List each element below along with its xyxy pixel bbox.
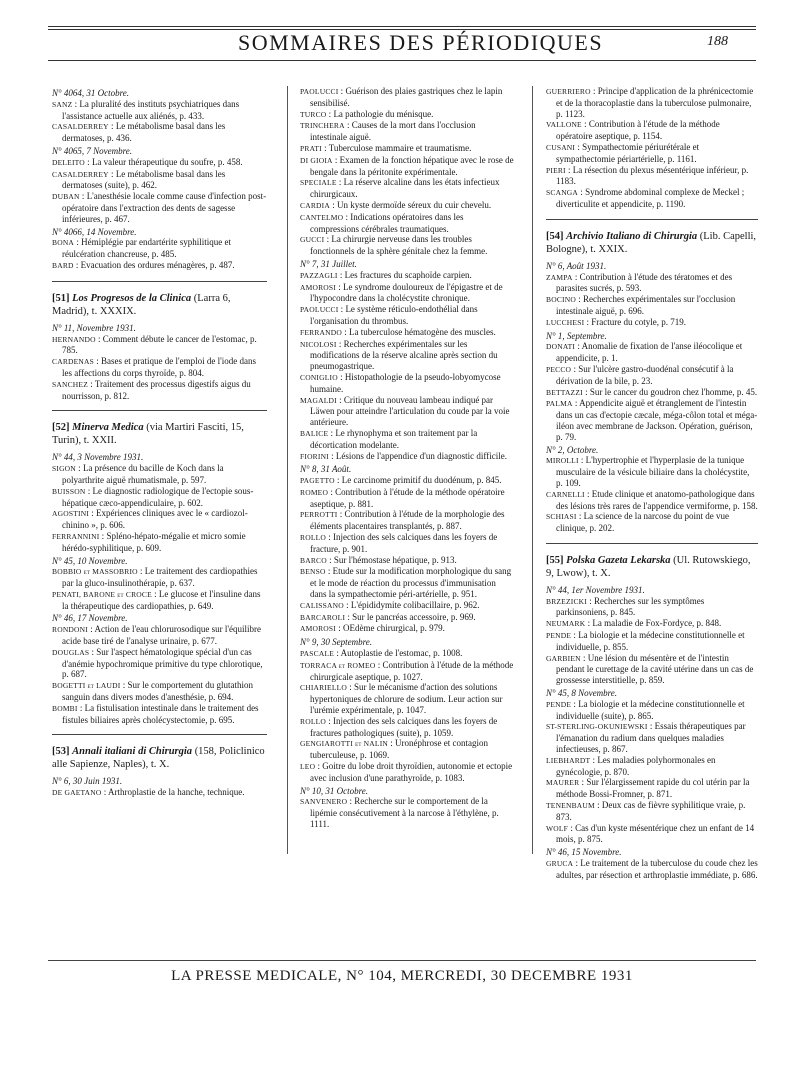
article-entry: DELEITO : La valeur thérapeutique du soufre, p. 458. <box>52 156 243 167</box>
article-title: La science de la narcose du point de vue clinique, p. 202. <box>556 511 730 534</box>
author-name: BENSO <box>300 567 326 577</box>
section-rule <box>52 281 267 282</box>
article-title: Etude clinique et anatomo-pathologique dans des lésions très rares de l'appendice vermiforme, p. 158. <box>556 488 758 511</box>
article-entry: AMOROSI : OEdème chirurgical, p. 979. <box>300 623 445 634</box>
article-title: La tuberculose hématogène des muscles. <box>349 326 496 337</box>
article-title: Sur l'élargissement rapide du col utérin par la méthode Bossi-Fromner, p. 871. <box>556 777 750 800</box>
issue-date: N° 9, 30 Septembre. <box>300 637 373 648</box>
article-entry: ZAMPA : Contribution à l'étude des tératomes et des parasites sucrés, p. 593. <box>546 271 733 294</box>
issue-date: N° 2, Octobre. <box>546 444 599 455</box>
article-title: La réserve alcaline dans les états infectieux chirurgicaux. <box>310 177 500 200</box>
article-title: L'anesthésie locale comme cause d'infection post-opératoire dans l'extraction des dents de sagesse inférieures, p. 467. <box>62 191 267 224</box>
author-name: PAGETTO <box>300 476 335 486</box>
article-title: Sur l'aspect hématologique spécial d'un cas d'anémie hypochromique primitive du type chlorotique, p. 687. <box>62 646 263 680</box>
issue-date: N° 7, 31 Juillet. <box>300 258 357 269</box>
journal-heading <box>52 421 267 447</box>
author-name: CARNELLI <box>546 489 585 499</box>
article-title: Anomalie de fixation de l'anse iléocolique et appendicite, p. 1. <box>556 341 743 364</box>
author-name: AMOROSI <box>300 282 336 292</box>
article-title: Etude sur la modification morphologique du sang et le mode de réaction du processus d'immunisation dans la sympathectomie péri-artérielle, p. 951. <box>310 566 512 600</box>
article-title: Lésions de l'appendice d'un diagnostic difficile. <box>335 450 507 461</box>
article-entry: CARDENAS : Bases et pratique de l'emploi de l'iode dans les affections du corps thyroïde, p. 804. <box>52 356 256 378</box>
author-name: TORRACA et ROMEO <box>300 660 376 670</box>
author-name: GENGIAROTTI et NALIN <box>300 739 389 749</box>
article-entry: MAGALDI : Critique du nouveau lambeau indiqué par Läwen pour atteindre l'articulation du coude par la voie antérieure. <box>300 394 510 428</box>
article-entry: BARCO : Sur l'hémostase hépatique, p. 913. <box>300 554 457 565</box>
column-2 <box>300 86 514 830</box>
author-name: PAOLUCCI <box>300 305 339 315</box>
author-name: ROLLO <box>300 533 326 543</box>
article-entry: SCANGA : Syndrome abdominal complexe de Meckel ; diverticulite et appendicite, p. 1190. <box>546 187 745 209</box>
article-entry: PECCO : Sur l'ulcère gastro-duodénal consécutif à la dérivation de la bile, p. 23. <box>546 363 734 386</box>
article-title: Causes de la mort dans l'occlusion intestinale aiguë. <box>310 120 476 143</box>
author-name: PAZZAGLI <box>300 270 338 280</box>
article-entry: MIROLLI : L'hypertrophie et l'hyperplasie de la tunique musculaire de la vésicule biliaire dans la cholécystite, p. 109. <box>546 455 750 488</box>
footer-text: LA PRESSE MEDICALE, N° 104, MERCREDI, 30 DECEMBRE 1931 <box>171 968 633 984</box>
article-title: Uronéphrose et contagion tuberculeuse, p. 1069. <box>310 738 489 761</box>
page-title: SOMMAIRES DES PÉRIODIQUES <box>238 30 604 55</box>
article-title: Contribution à l'étude de la méthode opératoire aseptique, p. 1154. <box>556 119 720 142</box>
article-title: Le traitement des cardiopathies par la gluco-insulinothérapie, p. 637. <box>62 566 258 589</box>
article-entry: NEUMARK : La maladie de Fox-Fordyce, p. 848. <box>546 618 722 629</box>
author-name: ST-STERLING-OKUNIEWSKI <box>546 722 648 732</box>
article-entry: TRINCHERA : Causes de la mort dans l'occlusion intestinale aiguë. <box>300 120 476 143</box>
journal-details: (via Martiri Fasciti, 15, Turin), t. XXII. <box>52 422 244 447</box>
article-entry: VALLONE : Contribution à l'étude de la méthode opératoire aseptique, p. 1154. <box>546 119 720 142</box>
article-entry: DI GIOIA : Examen de la fonction hépatique avec le rose de bengale dans la péritonite expérimentale. <box>300 154 514 177</box>
article-entry: NICOLOSI : Recherches expérimentales sur les modifications de la réserve alcaline après section du pneumogastrique. <box>300 338 498 372</box>
author-name: VALLONE <box>546 120 582 130</box>
page-header <box>48 26 756 66</box>
article-entry: TORRACA et ROMEO : Contribution à l'étude de la méthode chirurgicale aseptique, p. 1027. <box>300 659 514 682</box>
author-name: BARD <box>52 260 74 270</box>
author-name: AGOSTINI <box>52 509 90 519</box>
issue-date: N° 4065, 7 Novembre. <box>52 145 133 156</box>
article-entry: PAZZAGLI : Les fractures du scaphoïde carpien. <box>300 269 472 280</box>
article-title: Le glucose et l'insuline dans la thérapeutique des cardiopathies, p. 649. <box>62 588 261 611</box>
issue-date: N° 11, Novembre 1931. <box>52 322 136 333</box>
issue-date: N° 10, 31 Octobre. <box>300 785 369 796</box>
author-name: DOUGLAS <box>52 647 90 657</box>
article-title: Deux cas de fièvre syphilitique vraie, p. 873. <box>556 800 746 822</box>
article-entry: BALICE : Le rhynophyma et son traitement par la décortication modelante. <box>300 427 478 450</box>
author-name: CARDIA <box>300 200 330 210</box>
author-name: PENDE <box>546 631 572 641</box>
article-entry: GRUCA : Le traitement de la tuberculose du coude chez les adultes, par résection et arthroplastie immédiate, p. 686. <box>546 858 758 880</box>
article-entry: RONDONI : Action de l'eau chlorurosodique sur l'équilibre acide base tiré de l'analyse urinaire, p. 677. <box>52 624 261 647</box>
article-title: Examen de la fonction hépatique avec le rose de bengale dans la péritonite expérimentale. <box>310 154 514 177</box>
article-entry: WOLF : Cas d'un kyste mésentérique chez un enfant de 14 mois, p. 875. <box>546 822 755 845</box>
journal-details: (Ul. Rutowskiego, 9, Lwow), t. X. <box>546 554 751 579</box>
author-name: MAURER <box>546 778 580 788</box>
author-name: PENDE <box>546 699 572 709</box>
author-name: SANVENERO <box>300 797 348 807</box>
article-entry: LIEBHARDT : Les maladies polyhormonales en gynécologie, p. 870. <box>546 754 716 777</box>
author-name: SANCHEZ <box>52 379 88 389</box>
author-name: NICOLOSI <box>300 339 337 349</box>
journal-heading <box>52 745 267 771</box>
author-name: PECCO <box>546 364 572 374</box>
article-title: La présence du bacille de Koch dans la polyarthrite aiguë rhumatismale, p. 597. <box>62 463 224 485</box>
article-entry: CANTELMO : Indications opératoires dans les compressions cérébrales traumatiques. <box>300 211 464 234</box>
article-title: Tuberculose mammaire et traumatisme. <box>328 142 472 153</box>
article-entry: SANZ : La pluralité des instituts psychiatriques dans l'assistance actuelle aux aliénés, p. 433. <box>52 98 240 121</box>
journal-details: (Lib. Capelli, Bologne), t. XXIX. <box>546 230 757 255</box>
article-entry: GUERRIERO : Principe d'application de la phrénicectomie et de la thoracoplastie dans la tuberculose pulmonaire, p. 1123. <box>546 86 754 119</box>
article-title: Critique du nouveau lambeau indiqué par Läwen pour atteindre l'articulation du coude par la voie antérieure. <box>310 394 510 428</box>
article-title: Le rhynophyma et son traitement par la décortication modelante. <box>310 427 478 450</box>
article-title: Histopathologie de la pseudo-lobyomycose humaine. <box>310 371 501 394</box>
article-entry: BOMBI : La fistulisation intestinale dans le traitement des fistules biliaires après cholécystectomie, p. 695. <box>52 702 259 725</box>
section-rule <box>546 543 758 544</box>
article-entry: BOGETTI et LAUDI : Sur le comportement du glutathion sanguin dans divers modes d'anesthésie, p. 694. <box>52 680 253 703</box>
article-title: Le diagnostic radiologique de l'ectopie sous-hépatique cæco-appendiculaire, p. 602. <box>62 485 254 508</box>
journal-number: [54] <box>546 230 564 242</box>
journal-name: Minerva Medica <box>72 422 144 434</box>
article-entry: SIGON : La présence du bacille de Koch dans la polyarthrite aiguë rhumatismale, p. 597. <box>52 463 224 485</box>
author-name: LEO <box>300 762 316 772</box>
author-name: CANTELMO <box>300 212 344 222</box>
article-entry: PASCALE : Autoplastie de l'estomac, p. 1008. <box>300 648 463 659</box>
journal-heading <box>546 230 758 256</box>
article-title: La biologie et la médecine constitutionnelle et individuelle (suite), p. 865. <box>556 698 745 721</box>
article-title: Indications opératoires dans les compressions cérébrales traumatiques. <box>310 211 464 234</box>
issue-date: N° 44, 1er Novembre 1931. <box>546 584 645 595</box>
article-title: Le métabolisme basal dans les dermatoses (suite), p. 462. <box>62 168 226 191</box>
article-entry: PERROTTI : Contribution à l'étude de la morphologie des éléments placentaires transplantés, p. 887. <box>300 509 505 532</box>
issue-date: N° 8, 31 Août. <box>300 464 352 475</box>
author-name: HERNANDO <box>52 334 96 344</box>
author-name: CONIGLIO <box>300 372 338 382</box>
article-title: Le système réticulo-endothélial dans l'organisation du thrombus. <box>310 304 478 326</box>
article-title: La pluralité des instituts psychiatriques dans l'assistance actuelle aux aliénés, p. 433. <box>62 98 240 121</box>
article-entry: CHIARIELLO : Sur le mécanisme d'action des solutions hypertoniques de chlorure de sodium. Leur action sur l'urémie expérimentale, p. 1047. <box>300 682 503 716</box>
article-entry: ROMEO : Contribution à l'étude de la méthode opératoire aseptique, p. 881. <box>300 486 505 509</box>
article-title: Expériences cliniques avec le « cardiozol-chinino », p. 606. <box>62 508 248 531</box>
author-name: DELEITO <box>52 157 85 167</box>
article-title: La biologie et la médecine constitutionnelle et individuelle, p. 855. <box>556 630 745 652</box>
author-name: SCHIASI <box>546 512 577 522</box>
issue-date: N° 45, 8 Novembre. <box>546 688 618 699</box>
article-entry: PRATI : Tuberculose mammaire et traumatisme. <box>300 142 472 153</box>
author-name: TENENBAUM <box>546 801 595 811</box>
article-title: L'hypertrophie et l'hyperplasie de la tunique musculaire de la vésicule biliaire dans la cholécystite, p. 109. <box>556 455 750 488</box>
author-name: GRUCA <box>546 859 574 869</box>
article-entry: LEO : Goitre du lobe droit thyroïdien, autonomie et ectopie avec inclusion d'une parathyroïde, p. 1083. <box>300 761 513 783</box>
article-entry: CUSANI : Sympathectomie périurétérale et sympathectomie périartérielle, p. 1161. <box>546 141 700 164</box>
article-entry: PAOLUCCI : Le système réticulo-endothélial dans l'organisation du thrombus. <box>300 304 478 326</box>
article-title: Contribution à l'étude de la méthode chirurgicale aseptique, p. 1027. <box>310 659 514 682</box>
article-title: Recherches expérimentales sur les modifications de la réserve alcaline après section du pneumogastrique. <box>310 338 498 372</box>
author-name: LIEBHARDT <box>546 755 591 765</box>
article-title: Guérison des plaies gastriques chez le lapin sensibilisé. <box>310 86 503 108</box>
article-entry: PIERI : La résection du plexus mésentérique inférieur, p. 1183. <box>546 164 749 187</box>
author-name: BONA <box>52 238 75 248</box>
article-entry: ST-STERLING-OKUNIEWSKI : Essais thérapeutiques par l'émanation du radium dans quelques maladies infectieuses, p. 867. <box>546 721 746 755</box>
author-name: BETTAZZI <box>546 387 583 397</box>
author-name: BOGETTI et LAUDI <box>52 681 121 691</box>
article-title: Le syndrome douloureux de l'épigastre et de l'hypocondre dans la cholécystite chronique. <box>310 281 503 304</box>
journal-name: Polska Gazeta Lekarska <box>566 554 671 566</box>
article-entry: DE GAETANO : Arthroplastie de la hanche, technique. <box>52 787 245 798</box>
article-title: Sympathectomie périurétérale et sympathectomie périartérielle, p. 1161. <box>556 141 700 164</box>
article-entry: BARD : Evacuation des ordures ménagères, p. 487. <box>52 259 235 270</box>
author-name: SANZ <box>52 99 73 109</box>
author-name: FERRANDO <box>300 327 343 337</box>
article-entry: FERRANDO : La tuberculose hématogène des muscles. <box>300 326 496 337</box>
article-entry: BRZEZICKI : Recherches sur les symptômes parkinsoniens, p. 845. <box>546 595 705 618</box>
article-title: Injection des sels calciques dans les foyers de fracture, p. 901. <box>310 532 498 554</box>
journal-heading <box>546 554 758 580</box>
section-rule <box>52 410 267 411</box>
journal-name: Archivio Italiano di Chirurgia <box>566 230 698 242</box>
author-name: LUCCHESI <box>546 317 585 327</box>
article-title: Arthroplastie de la hanche, technique. <box>108 787 245 798</box>
author-name: BRZEZICKI <box>546 596 587 606</box>
issue-date: N° 45, 10 Novembre. <box>52 555 128 566</box>
author-name: SIGON <box>52 464 76 474</box>
issue-date: N° 1, Septembre. <box>546 330 607 341</box>
section-rule <box>546 219 758 220</box>
article-entry: BETTAZZI : Sur le cancer du goudron chez l'homme, p. 45. <box>546 386 758 397</box>
article-title: Action de l'eau chlorurosodique sur l'équilibre acide base tiré de l'analyse urinaire, p. 677. <box>62 624 261 647</box>
column-separator <box>532 86 533 854</box>
author-name: BALICE <box>300 428 329 438</box>
article-entry: PAGETTO : Le carcinome primitif du duodénum, p. 845. <box>300 475 502 486</box>
article-entry: PENDE : La biologie et la médecine constitutionnelle et individuelle, p. 855. <box>546 630 745 652</box>
article-title: Un kyste dermoïde séreux du cuir chevelu. <box>336 199 492 210</box>
author-name: BOBBIO et MASSOBRIO <box>52 567 138 577</box>
journal-name: Annali italiani di Chirurgia <box>72 746 193 758</box>
article-title: Recherches expérimentales sur l'occlusion intestinale aiguë, p. 696. <box>556 294 736 316</box>
article-title: Hémiplégie par endartérite syphilitique et réulcération chancreuse, p. 485. <box>62 237 232 260</box>
article-title: Le carcinome primitif du duodénum, p. 845. <box>341 475 502 486</box>
article-title: Sur le cancer du goudron chez l'homme, p. 45. <box>589 386 758 397</box>
article-title: Sur le pancréas accessoire, p. 969. <box>352 611 476 622</box>
journal-name: Los Progresos de la Clinica <box>72 292 192 304</box>
author-name: DUBAN <box>52 192 80 202</box>
author-name: SPECIALE <box>300 178 337 188</box>
article-entry: BONA : Hémiplégie par endartérite syphilitique et réulcération chancreuse, p. 485. <box>52 237 232 260</box>
article-entry: DUBAN : L'anesthésie locale comme cause d'infection post-opératoire dans l'extraction des dents de sagesse inférieures, p. 467. <box>52 191 267 224</box>
article-title: Sur le comportement du glutathion sanguin dans divers modes d'anesthésie, p. 694. <box>62 680 253 703</box>
article-title: OEdème chirurgical, p. 979. <box>343 623 445 634</box>
article-title: Cas d'un kyste mésentérique chez un enfant de 14 mois, p. 875. <box>556 822 755 845</box>
author-name: PENATI, BARONE et CROCE <box>52 589 152 599</box>
article-title: La chirurgie nerveuse dans les troubles fonctionnels de la sphère génitale chez la femme. <box>310 234 488 257</box>
author-name: SCANGA <box>546 188 579 198</box>
author-name: CHIARIELLO <box>300 683 347 693</box>
article-entry: SPECIALE : La réserve alcaline dans les états infectieux chirurgicaux. <box>300 177 500 200</box>
author-name: FERRANNINI <box>52 531 100 541</box>
article-entry: PAOLUCCI : Guérison des plaies gastriques chez le lapin sensibilisé. <box>300 86 503 108</box>
issue-date: N° 6, 30 Juin 1931. <box>52 776 123 787</box>
article-title: Recherche sur le comportement de la lipémie consécutivement à la narcose à l'éthylène, p. 1111. <box>310 796 499 829</box>
article-entry: SANVENERO : Recherche sur le comportement de la lipémie consécutivement à la narcose à l'éthylène, p. 1111. <box>300 796 499 829</box>
article-title: Goitre du lobe droit thyroïdien, autonomie et ectopie avec inclusion d'une parathyroïde, p. 1083. <box>310 761 513 783</box>
article-title: Les maladies polyhormonales en gynécologie, p. 870. <box>556 754 716 777</box>
author-name: WOLF <box>546 823 569 833</box>
article-entry: FIORINI : Lésions de l'appendice d'un diagnostic difficile. <box>300 450 507 461</box>
article-title: Les fractures du scaphoïde carpien. <box>344 269 472 280</box>
article-title: Contribution à l'étude de la méthode opératoire aseptique, p. 881. <box>310 486 505 509</box>
author-name: PERROTTI <box>300 510 338 520</box>
article-entry: CALISSANO : L'épididymite colibacillaire, p. 962. <box>300 599 480 610</box>
author-name: TRINCHERA <box>300 121 345 131</box>
author-name: PAOLUCCI <box>300 87 339 96</box>
article-title: Contribution à l'étude des tératomes et des parasites sucrés, p. 593. <box>556 271 733 294</box>
article-title: Contribution à l'étude de la morphologie des éléments placentaires transplantés, p. 887. <box>310 509 505 532</box>
author-name: DONATI <box>546 342 576 352</box>
article-entry: ROLLO : Injection des sels calciques dans les foyers de fracture, p. 901. <box>300 532 498 554</box>
issue-date: N° 4064, 31 Octobre. <box>52 88 130 98</box>
author-name: MIROLLI <box>546 456 579 466</box>
article-entry: BOCINO : Recherches expérimentales sur l'occlusion intestinale aiguë, p. 696. <box>546 294 736 316</box>
article-entry: AMOROSI : Le syndrome douloureux de l'épigastre et de l'hypocondre dans la cholécystite chronique. <box>300 281 503 304</box>
article-entry: BUISSON : Le diagnostic radiologique de l'ectopie sous-hépatique cæco-appendiculaire, p. 602. <box>52 485 254 508</box>
column-1 <box>52 86 267 799</box>
footer-rule <box>48 960 756 961</box>
article-entry: GUCCI : La chirurgie nerveuse dans les troubles fonctionnels de la sphère génitale chez la femme. <box>300 234 488 257</box>
article-entry: DONATI : Anomalie de fixation de l'anse iléocolique et appendicite, p. 1. <box>546 341 743 364</box>
article-entry: MAURER : Sur l'élargissement rapide du col utérin par la méthode Bossi-Fromner, p. 871. <box>546 777 750 800</box>
header-rule-bottom <box>48 60 756 61</box>
journal-number: [53] <box>52 746 70 758</box>
article-entry: TENENBAUM : Deux cas de fièvre syphilitique vraie, p. 873. <box>546 800 746 822</box>
author-name: MAGALDI <box>300 395 337 405</box>
article-entry: GENGIAROTTI et NALIN : Uronéphrose et contagion tuberculeuse, p. 1069. <box>300 738 489 761</box>
article-entry: BOBBIO et MASSOBRIO : Le traitement des cardiopathies par la gluco-insulinothérapie, p. 637. <box>52 566 258 589</box>
article-title: Le métabolisme basal dans les dermatoses, p. 436. <box>62 121 226 144</box>
article-title: La pathologie du ménisque. <box>333 108 434 119</box>
article-entry: CARDIA : Un kyste dermoïde séreux du cuir chevelu. <box>300 199 492 210</box>
article-title: Sur l'hémostase hépatique, p. 913. <box>333 554 457 565</box>
author-name: BUISSON <box>52 486 86 496</box>
article-entry: TURCO : La pathologie du ménisque. <box>300 108 434 119</box>
author-name: ROMEO <box>300 487 329 497</box>
author-name: GUCCI <box>300 235 325 245</box>
author-name: BOMBI <box>52 703 78 713</box>
article-entry: PENDE : La biologie et la médecine constitutionnelle et individuelle (suite), p. 865. <box>546 698 745 721</box>
article-entry: BENSO : Etude sur la modification morphologique du sang et le mode de réaction du processus d'immunisation dans la sympathectomie péri-artérielle, p. 951. <box>300 566 512 600</box>
author-name: PASCALE <box>300 649 335 659</box>
article-entry: HERNANDO : Comment débute le cancer de l'estomac, p. 785. <box>52 333 257 356</box>
author-name: PRATI <box>300 143 322 153</box>
author-name: BARCO <box>300 555 327 565</box>
author-name: CASALDERREY <box>52 122 109 132</box>
issue-date: N° 44, 3 Novembre 1931. <box>52 452 144 463</box>
journal-number: [52] <box>52 422 70 434</box>
article-title: La fistulisation intestinale dans le traitement des fistules biliaires après cholécystectomie, p. 695. <box>62 702 259 725</box>
author-name: ZAMPA <box>546 272 573 282</box>
article-entry: ROLLO : Injection des sels calciques dans les foyers de fractures pathologiques (suite), p. 1059. <box>300 715 498 738</box>
article-title: Principe d'application de la phrénicectomie et de la thoracoplastie dans la tuberculose pulmonaire, p. 1123. <box>556 86 754 119</box>
article-entry: CARNELLI : Etude clinique et anatomo-pathologique dans des lésions très rares de l'appendice vermiforme, p. 158. <box>546 488 758 511</box>
article-entry: CASALDERREY : Le métabolisme basal dans les dermatoses (suite), p. 462. <box>52 168 226 191</box>
article-title: Le traitement de la tuberculose du coude chez les adultes, par résection et arthroplastie immédiate, p. 686. <box>556 858 758 880</box>
section-rule <box>52 734 267 735</box>
article-entry: GARBIEN : Une lésion du mésentère et de l'intestin pendant le curettage de la cavité utérine dans un cas de grossesse interstitielle, p. 859. <box>546 652 754 686</box>
article-title: Une lésion du mésentère et de l'intestin pendant le curettage de la cavité utérine dans un cas de grossesse interstitielle, p. 859. <box>556 652 754 686</box>
article-title: Injection des sels calciques dans les foyers de fractures pathologiques (suite), p. 1059. <box>310 715 498 738</box>
author-name: PALMA <box>546 399 573 409</box>
article-entry: SANCHEZ : Traitement des processus digestifs aigus du nourrisson, p. 812. <box>52 378 251 401</box>
article-entry: CASALDERREY : Le métabolisme basal dans les dermatoses, p. 436. <box>52 121 226 144</box>
author-name: CUSANI <box>546 142 576 152</box>
article-entry: FERRANNINI : Spléno-hépato-mégalie et micro somie hérédo-syphilitique, p. 609. <box>52 530 246 553</box>
author-name: RONDONI <box>52 625 88 635</box>
journal-details: (Larra 6, Madrid), t. XXXIX. <box>52 292 231 317</box>
article-title: La résection du plexus mésentérique inférieur, p. 1183. <box>556 164 749 187</box>
author-name: GUERRIERO <box>546 87 591 96</box>
author-name: DI GIOIA <box>300 155 333 165</box>
issue-date: N° 4066, 14 Novembre. <box>52 226 137 237</box>
article-entry: SCHIASI : La science de la narcose du point de vue clinique, p. 202. <box>546 511 730 534</box>
journal-details: (158, Policlinico alle Sapienze, Naples), t. X. <box>52 746 265 771</box>
header-rule-top <box>48 26 756 27</box>
article-title: Traitement des processus digestifs aigus du nourrisson, p. 812. <box>62 378 251 401</box>
article-title: Syndrome abdominal complexe de Meckel ; diverticulite et appendicite, p. 1190. <box>556 187 745 209</box>
journal-number: [55] <box>546 554 564 566</box>
author-name: CASALDERREY <box>52 169 109 179</box>
column-separator <box>287 86 288 854</box>
issue-date: N° 46, 17 Novembre. <box>52 613 128 624</box>
article-title: Autoplastie de l'estomac, p. 1008. <box>340 648 463 659</box>
page-footer <box>48 960 756 1000</box>
journal-number: [51] <box>52 292 70 304</box>
author-name: NEUMARK <box>546 619 586 629</box>
article-title: Spléno-hépato-mégalie et micro somie hérédo-syphilitique, p. 609. <box>62 530 246 553</box>
author-name: FIORINI <box>300 451 329 461</box>
article-title: Sur le mécanisme d'action des solutions hypertoniques de chlorure de sodium. Leur action sur l'urémie expérimentale, p. 1047. <box>310 682 503 716</box>
article-title: Essais thérapeutiques par l'émanation du radium dans quelques maladies infectieuses, p. 867. <box>556 721 746 755</box>
article-entry: PALMA : Appendicite aiguë et étranglement de l'intestin dans un cas d'ectopie cæcale, méga-côlon total et méga-iléon avec membrane de Jackson. Opération, guérison, p. 79. <box>546 398 758 442</box>
page-number: 188 <box>707 34 728 49</box>
author-name: CARDENAS <box>52 357 95 367</box>
article-entry: PENATI, BARONE et CROCE : Le glucose et l'insuline dans la thérapeutique des cardiopathies, p. 649. <box>52 588 261 611</box>
article-entry: CONIGLIO : Histopathologie de la pseudo-lobyomycose humaine. <box>300 371 501 394</box>
article-title: Evacuation des ordures ménagères, p. 487. <box>80 259 235 270</box>
article-title: Bases et pratique de l'emploi de l'iode dans les affections du corps thyroïde, p. 804. <box>62 356 256 378</box>
author-name: CALISSANO <box>300 600 344 610</box>
author-name: BOCINO <box>546 295 576 305</box>
author-name: ROLLO <box>300 716 326 726</box>
article-title: Sur l'ulcère gastro-duodénal consécutif à la dérivation de la bile, p. 23. <box>556 363 734 386</box>
article-title: Recherches sur les symptômes parkinsoniens, p. 845. <box>556 595 705 618</box>
article-entry: AGOSTINI : Expériences cliniques avec le « cardiozol-chinino », p. 606. <box>52 508 248 531</box>
author-name: BARCAROLI <box>300 612 346 622</box>
article-entry: BARCAROLI : Sur le pancréas accessoire, p. 969. <box>300 611 476 622</box>
author-name: DE GAETANO <box>52 788 102 798</box>
author-name: GARBIEN <box>546 653 581 663</box>
author-name: TURCO <box>300 109 327 119</box>
article-entry: LUCCHESI : Fracture du cotyle, p. 719. <box>546 316 687 327</box>
issue-date: N° 46, 15 Novembre. <box>546 847 622 858</box>
article-title: Fracture du cotyle, p. 719. <box>591 316 687 327</box>
article-title: La maladie de Fox-Fordyce, p. 848. <box>592 618 722 629</box>
issue-date: N° 6, Août 1931. <box>546 260 607 271</box>
article-entry: DOUGLAS : Sur l'aspect hématologique spécial d'un cas d'anémie hypochromique primitive du type chlorotique, p. 687. <box>52 646 263 680</box>
author-name: AMOROSI <box>300 624 336 634</box>
column-3 <box>546 86 758 881</box>
article-title: Appendicite aiguë et étranglement de l'intestin dans un cas d'ectopie cæcale, méga-côlon total et méga-iléon avec membrane de Jackson. Opération, guérison, p. 79. <box>556 398 758 442</box>
journal-heading <box>52 292 267 318</box>
article-title: La valeur thérapeutique du soufre, p. 458. <box>91 156 243 167</box>
article-title: L'épididymite colibacillaire, p. 962. <box>350 599 480 610</box>
article-title: Comment débute le cancer de l'estomac, p. 785. <box>62 333 257 356</box>
author-name: PIERI <box>546 165 566 175</box>
